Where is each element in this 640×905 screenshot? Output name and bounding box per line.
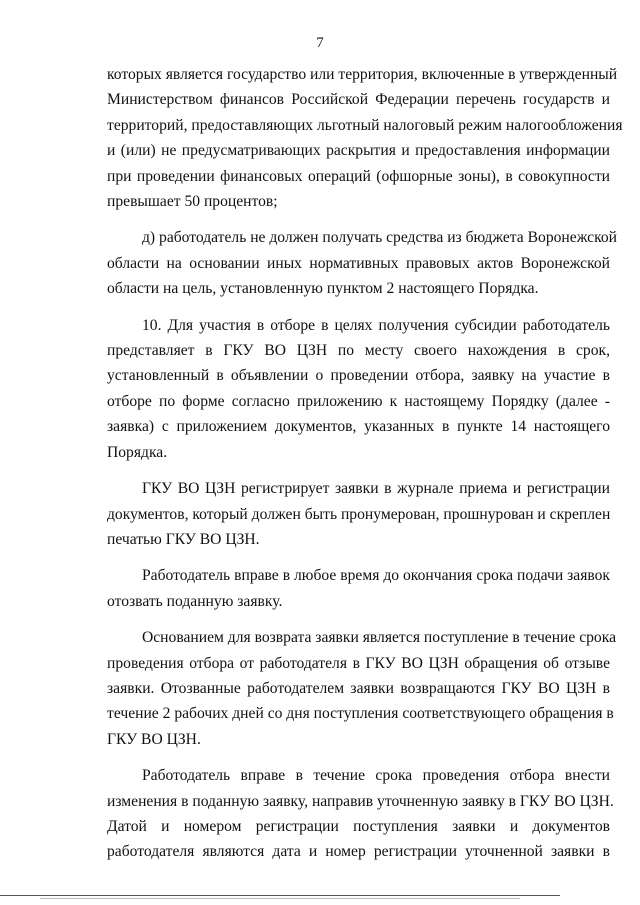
- paragraph-item-10: [107, 313, 610, 465]
- text-line: отборе по форме согласно приложению к настоящему Порядку (далее -: [107, 392, 610, 410]
- text-line: проведения отбора от работодателя в ГКУ ВО ЦЗН обращения об отзыве: [107, 654, 610, 672]
- paragraph-return-basis: [107, 625, 616, 752]
- text-line: отозвать поданную заявку.: [107, 592, 283, 610]
- text-line: заявки. Отозванные работодателем заявки возвращаются ГКУ ВО ЦЗН в: [107, 679, 610, 697]
- text-line: Датой и номером регистрации поступления заявки и документов: [107, 817, 610, 835]
- text-line: превышает 50 процентов;: [107, 193, 278, 211]
- text-line: Работодатель вправе в течение срока проведения отбора внести: [142, 767, 610, 785]
- scan-edge-line: [0, 895, 560, 896]
- body-text: [107, 62, 623, 865]
- text-line: заявка) с приложением документов, указанных в пункте 14 настоящего: [107, 418, 610, 436]
- text-line: 10. Для участия в отборе в целях получения субсидии работодатель: [142, 316, 610, 334]
- text-line: представляет в ГКУ ВО ЦЗН по месту своего нахождения в срок,: [107, 342, 610, 360]
- text-line: Министерством финансов Российской Федерации перечень государств и: [107, 91, 610, 109]
- text-line: при проведении финансовых операций (офшорные зоны), в совокупности: [107, 167, 610, 185]
- scan-edge-line: [40, 898, 520, 899]
- text-line: области на цель, установленную пунктом 2 настоящего Порядка.: [107, 280, 539, 298]
- paragraph-item-d: [107, 225, 618, 301]
- text-line: д) работодатель не должен получать средства из бюджета Воронежской: [142, 229, 618, 247]
- text-line: области на основании иных нормативных правовых актов Воронежской: [107, 254, 610, 272]
- text-line: которых является государство или территория, включенные в утвержденный: [107, 66, 618, 83]
- text-line: Основанием для возврата заявки является поступление в течение срока: [142, 629, 616, 647]
- text-line: ГКУ ВО ЦЗН регистрирует заявки в журнале приема и регистрации: [142, 480, 610, 498]
- paragraph-continuation: [107, 62, 623, 214]
- text-line: документов, который должен быть пронумерован, прошнурован и скреплен: [107, 505, 611, 523]
- text-line: ГКУ ВО ЦЗН.: [107, 730, 201, 748]
- text-line: Порядка.: [107, 443, 168, 461]
- text-line: и (или) не предусматривающих раскрытия и предоставления информации: [107, 142, 610, 160]
- text-line: Работодатель вправе в любое время до окончания срока подачи заявок: [142, 567, 610, 585]
- page-number: 7: [316, 35, 324, 51]
- text-line: установленный в объявлении о проведении отбора, заявку на участие в: [107, 367, 610, 385]
- text-line: изменения в поданную заявку, направив уточненную заявку в ГКУ ВО ЦЗН.: [107, 792, 614, 810]
- paragraph-withdrawal: [107, 563, 610, 614]
- paragraph-registration: [107, 476, 610, 552]
- text-line: территорий, предоставляющих льготный налоговый режим налогообложения: [107, 116, 623, 134]
- text-line: работодателя являются дата и номер регистрации уточненной заявки в: [107, 843, 610, 861]
- paragraph-amendments: [107, 763, 614, 865]
- text-line: течение 2 рабочих дней со дня поступления соответствующего обращения в: [107, 705, 614, 723]
- text-line: печатью ГКУ ВО ЦЗН.: [107, 530, 260, 548]
